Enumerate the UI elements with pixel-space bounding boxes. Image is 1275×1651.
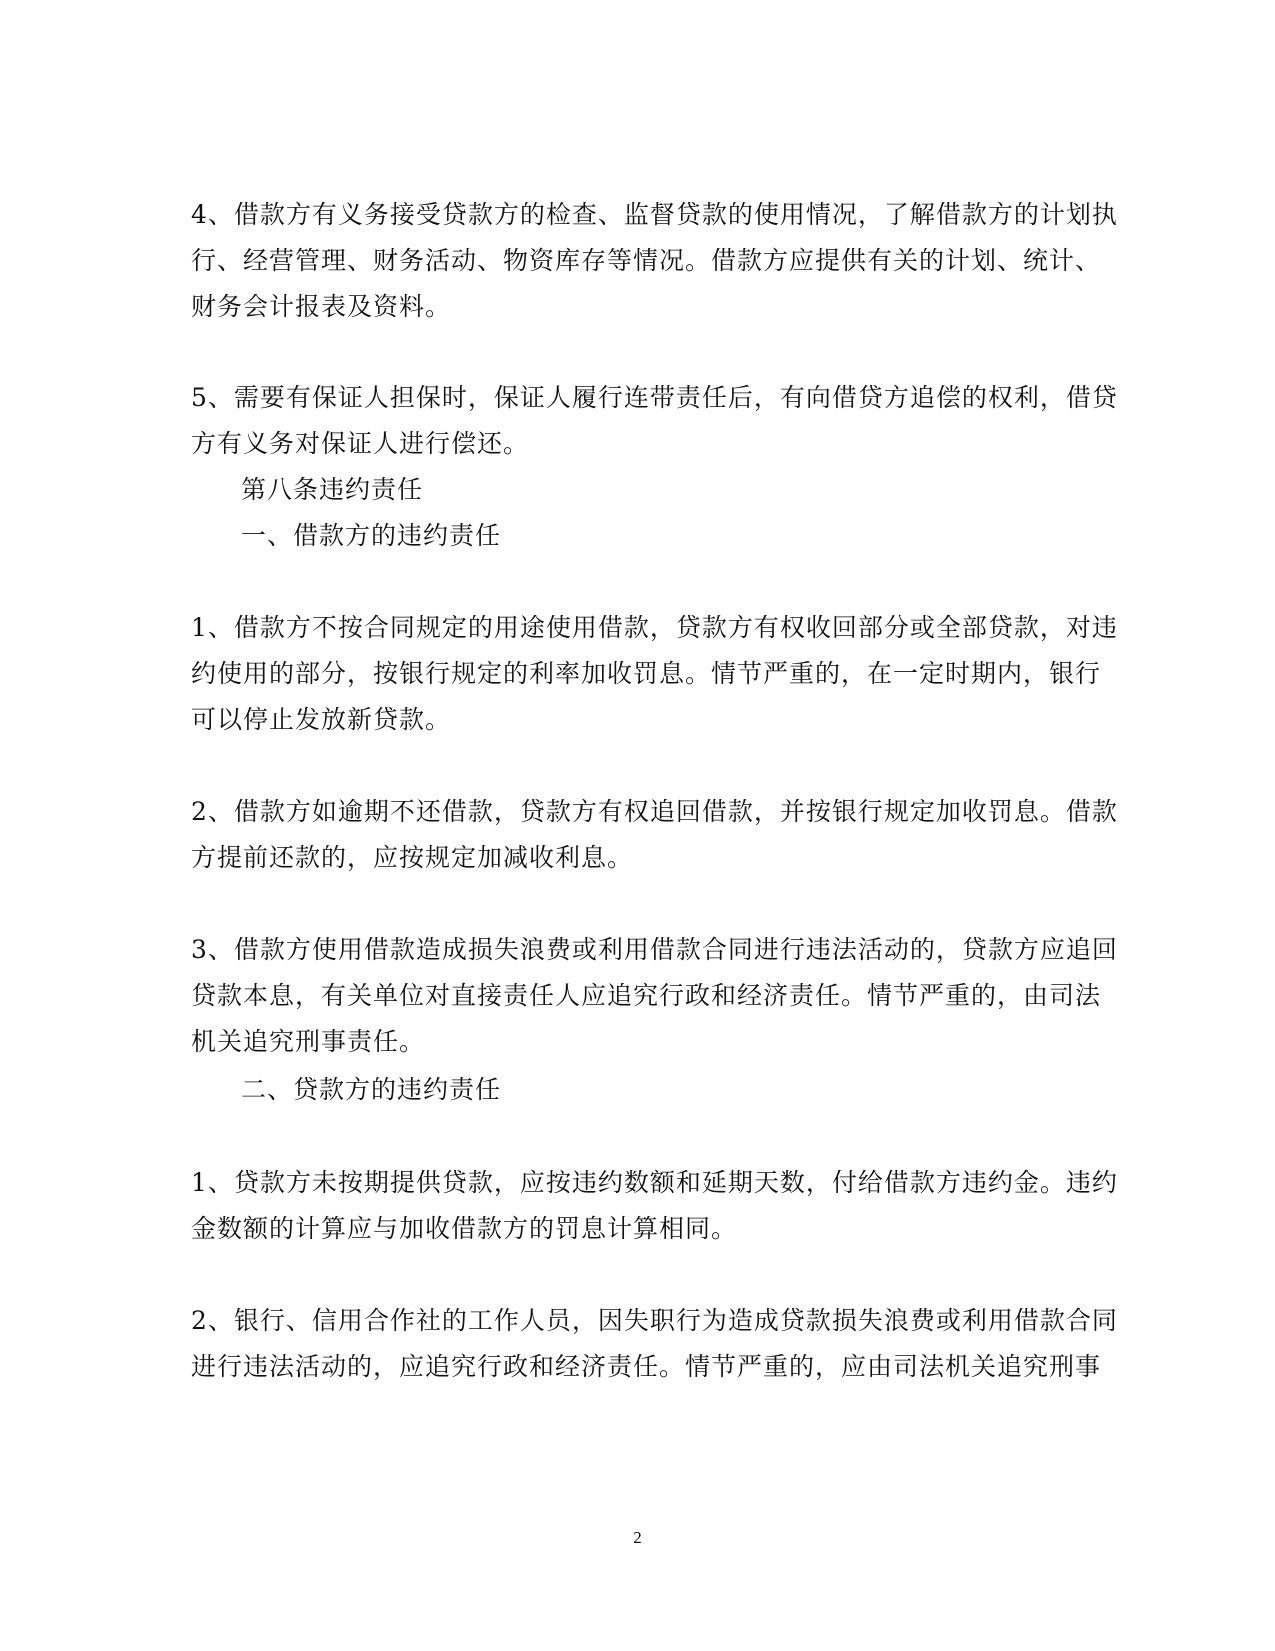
text-line: 机关追究刑事责任。 bbox=[191, 1027, 426, 1056]
text-line: 金数额的计算应与加收借款方的罚息计算相同。 bbox=[191, 1214, 738, 1243]
text-line: 5、需要有保证人担保时，保证人履行连带责任后，有向借贷方追偿的权利，借贷 bbox=[191, 383, 1118, 412]
text-line: 1、借款方不按合同规定的用途使用借款，贷款方有权收回部分或全部贷款，对违 bbox=[191, 613, 1118, 642]
text-line: 方有义务对保证人进行偿还。 bbox=[191, 429, 530, 458]
borrower-breach-item-3 bbox=[191, 927, 1118, 1065]
section-2-heading: 二、贷款方的违约责任 bbox=[241, 1075, 502, 1104]
lender-breach-item-1 bbox=[191, 1160, 1118, 1252]
text-line: 行、经营管理、财务活动、物资库存等情况。借款方应提供有关的计划、统计、 bbox=[191, 246, 1102, 275]
article-8-heading: 第八条违约责任 bbox=[241, 475, 424, 504]
text-line: 2、借款方如逾期不还借款，贷款方有权追回借款，并按银行规定加收罚息。借款 bbox=[191, 797, 1118, 826]
text-line: 3、借款方使用借款造成损失浪费或利用借款合同进行违法活动的，贷款方应追回 bbox=[191, 935, 1118, 964]
text-line: 可以停止发放新贷款。 bbox=[191, 705, 452, 734]
paragraph-item-5 bbox=[191, 375, 1118, 467]
lender-breach-item-2 bbox=[191, 1298, 1118, 1390]
text-line: 4、借款方有义务接受贷款方的检查、监督贷款的使用情况，了解借款方的计划执 bbox=[191, 200, 1118, 229]
text-line: 2、银行、信用合作社的工作人员，因失职行为造成贷款损失浪费或利用借款合同 bbox=[191, 1306, 1118, 1335]
text-line: 财务会计报表及资料。 bbox=[191, 292, 452, 321]
borrower-breach-item-1 bbox=[191, 605, 1118, 743]
text-line: 贷款本息，有关单位对直接责任人应追究行政和经济责任。情节严重的，由司法 bbox=[191, 981, 1102, 1010]
paragraph-item-4 bbox=[191, 192, 1118, 330]
text-line: 1、贷款方未按期提供贷款，应按违约数额和延期天数，付给借款方违约金。违约 bbox=[191, 1168, 1118, 1197]
borrower-breach-item-2 bbox=[191, 789, 1118, 881]
page-number: 2 bbox=[633, 1528, 642, 1547]
text-line: 约使用的部分，按银行规定的利率加收罚息。情节严重的，在一定时期内，银行 bbox=[191, 659, 1102, 688]
text-line: 方提前还款的，应按规定加减收利息。 bbox=[191, 843, 634, 872]
section-1-heading: 一、借款方的违约责任 bbox=[241, 521, 502, 550]
text-line: 进行违法活动的，应追究行政和经济责任。情节严重的，应由司法机关追究刑事 bbox=[191, 1352, 1102, 1381]
